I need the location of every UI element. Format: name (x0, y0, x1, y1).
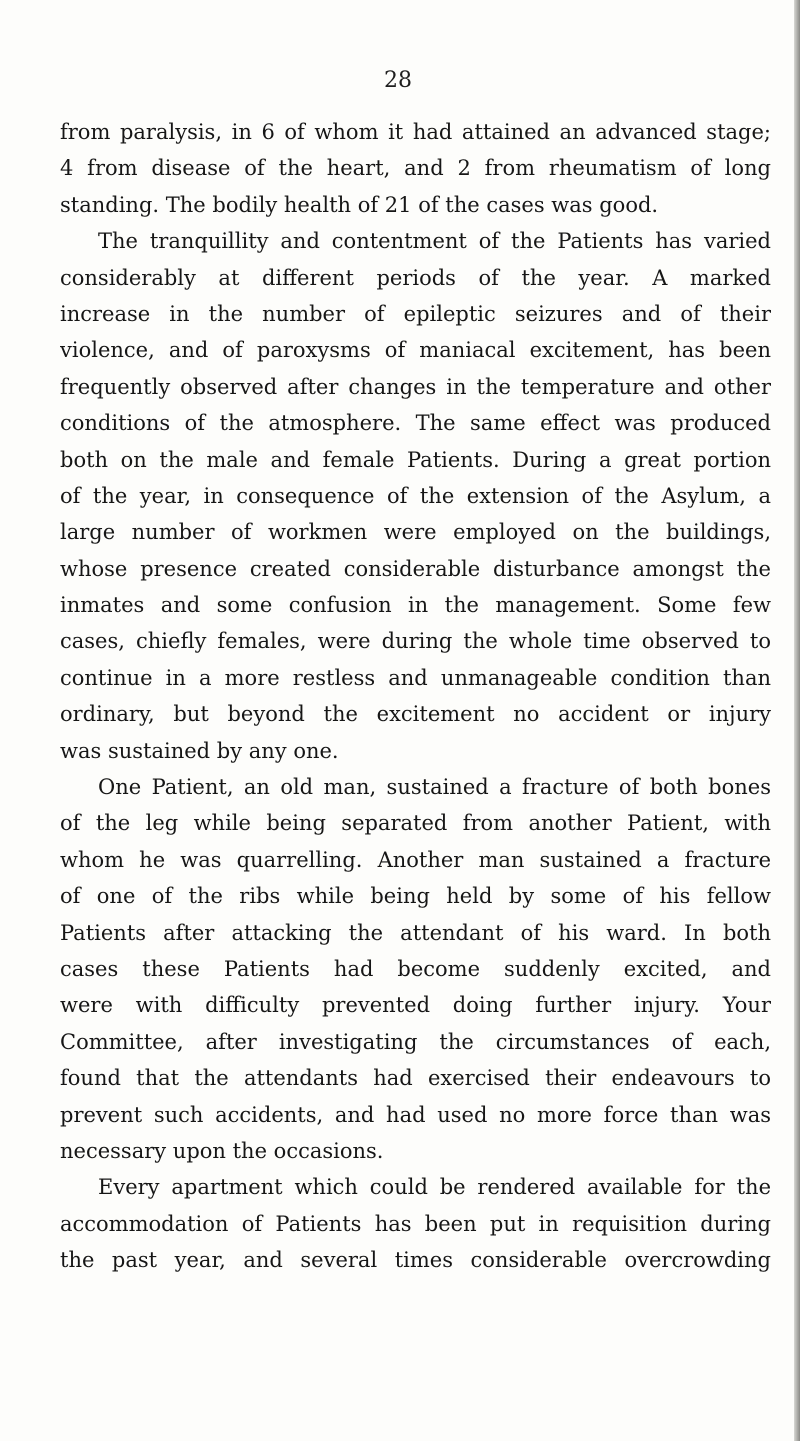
text-line: increase in the number of epileptic seizures and of their (60, 301, 771, 326)
text-line: Committee, after investigating the circumstances of each, (60, 1029, 771, 1054)
body-text (60, 114, 771, 1279)
text-line: conditions of the atmosphere. The same effect was produced (60, 411, 771, 436)
text-line: inmates and some confusion in the management. Some few (60, 593, 771, 618)
text-line: whom he was quarrelling. Another man sustained a fracture (60, 847, 771, 872)
text-line: cases, chiefly females, were during the whole time observed to (60, 629, 771, 654)
text-line: were with difficulty prevented doing further injury. Your (60, 993, 771, 1018)
text-line: violence, and of paroxysms of maniacal excitement, has been (60, 338, 771, 363)
text-line: found that the attendants had exercised their endeavours to (60, 1066, 771, 1091)
text-line: necessary upon the occasions. (60, 1138, 384, 1163)
text-line: 4 from disease of the heart, and 2 from rheumatism of long (60, 156, 771, 181)
text-line: cases these Patients had become suddenly excited, and (60, 956, 771, 981)
text-line: Every apartment which could be rendered available for the (98, 1175, 771, 1200)
text-line: One Patient, an old man, sustained a fracture of both bones (98, 775, 771, 800)
text-line: was sustained by any one. (60, 738, 339, 763)
text-line: considerably at different periods of the year. A marked (60, 265, 771, 290)
text-line: The tranquillity and contentment of the Patients has varied (98, 229, 771, 254)
text-line: frequently observed after changes in the temperature and other (60, 374, 771, 399)
page-edge (794, 0, 800, 1441)
text-line: continue in a more restless and unmanageable condition than (60, 665, 771, 690)
text-line: Patients after attacking the attendant of his ward. In both (60, 920, 771, 945)
text-line: both on the male and female Patients. During a great portion (60, 447, 771, 472)
text-line: prevent such accidents, and had used no more force than was (60, 1102, 771, 1127)
text-line: of the leg while being separated from another Patient, with (60, 811, 771, 836)
text-line: whose presence created considerable disturbance amongst the (60, 556, 771, 581)
text-line: of the year, in consequence of the extension of the Asylum, a (60, 483, 771, 508)
text-line: large number of workmen were employed on the buildings, (60, 520, 771, 545)
text-line: of one of the ribs while being held by some of his fellow (60, 884, 771, 909)
text-line: the past year, and several times considerable overcrowding (60, 1248, 771, 1273)
page-number: 28 (384, 68, 412, 93)
text-line: from paralysis, in 6 of whom it had attained an advanced stage; (60, 120, 771, 144)
text-line: ordinary, but beyond the excitement no accident or injury (60, 702, 771, 727)
text-line: accommodation of Patients has been put in requisition during (60, 1211, 771, 1236)
text-line: standing. The bodily health of 21 of the cases was good. (60, 192, 659, 217)
